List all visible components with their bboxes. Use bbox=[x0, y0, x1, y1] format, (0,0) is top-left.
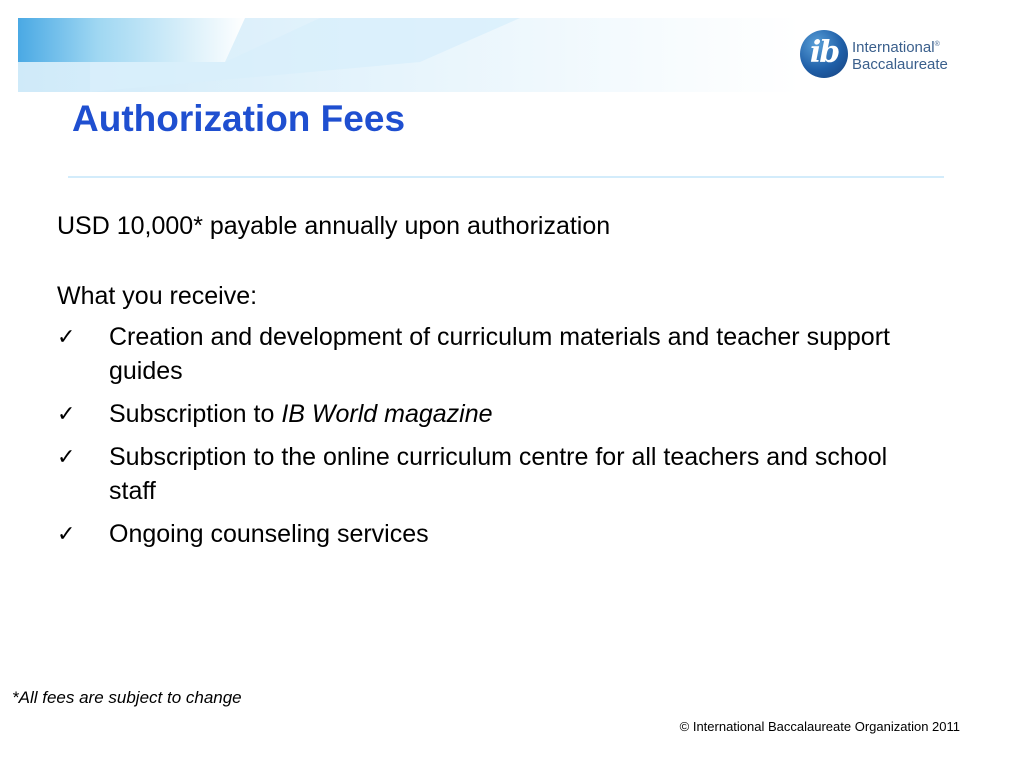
brand-line-1: International bbox=[852, 39, 935, 56]
slide-title: Authorization Fees bbox=[72, 98, 406, 139]
registered-mark: ® bbox=[934, 41, 940, 48]
benefit-text: Ongoing counseling services bbox=[109, 520, 429, 548]
checkmark-icon: ✓ bbox=[57, 521, 76, 546]
receive-heading: What you receive: bbox=[57, 282, 258, 310]
ib-brand-name bbox=[852, 36, 948, 73]
title-divider bbox=[68, 176, 944, 178]
benefit-item bbox=[57, 320, 917, 388]
checkmark-icon: ✓ bbox=[57, 401, 76, 426]
header-band-swoosh bbox=[18, 18, 245, 62]
brand-line-2: Baccalaureate bbox=[852, 56, 948, 73]
fee-footnote: *All fees are subject to change bbox=[12, 688, 242, 707]
ib-logo bbox=[800, 30, 960, 82]
benefits-list bbox=[57, 320, 917, 560]
benefit-item bbox=[57, 440, 917, 508]
benefit-text: Subscription to bbox=[109, 400, 282, 428]
benefit-item bbox=[57, 517, 917, 551]
ib-seal-icon: ib bbox=[800, 30, 848, 78]
benefit-text: Subscription to the online curriculum centre for all teachers and school staff bbox=[109, 443, 888, 505]
copyright-notice: © International Baccalaureate Organization 2011 bbox=[679, 719, 960, 734]
benefit-text: Creation and development of curriculum materials and teacher support guides bbox=[109, 323, 890, 385]
benefit-italic-text: IB World magazine bbox=[281, 400, 493, 428]
checkmark-icon: ✓ bbox=[57, 324, 76, 349]
fee-statement: USD 10,000* payable annually upon authorization bbox=[57, 212, 611, 240]
checkmark-icon: ✓ bbox=[57, 444, 76, 469]
benefit-item bbox=[57, 397, 917, 431]
